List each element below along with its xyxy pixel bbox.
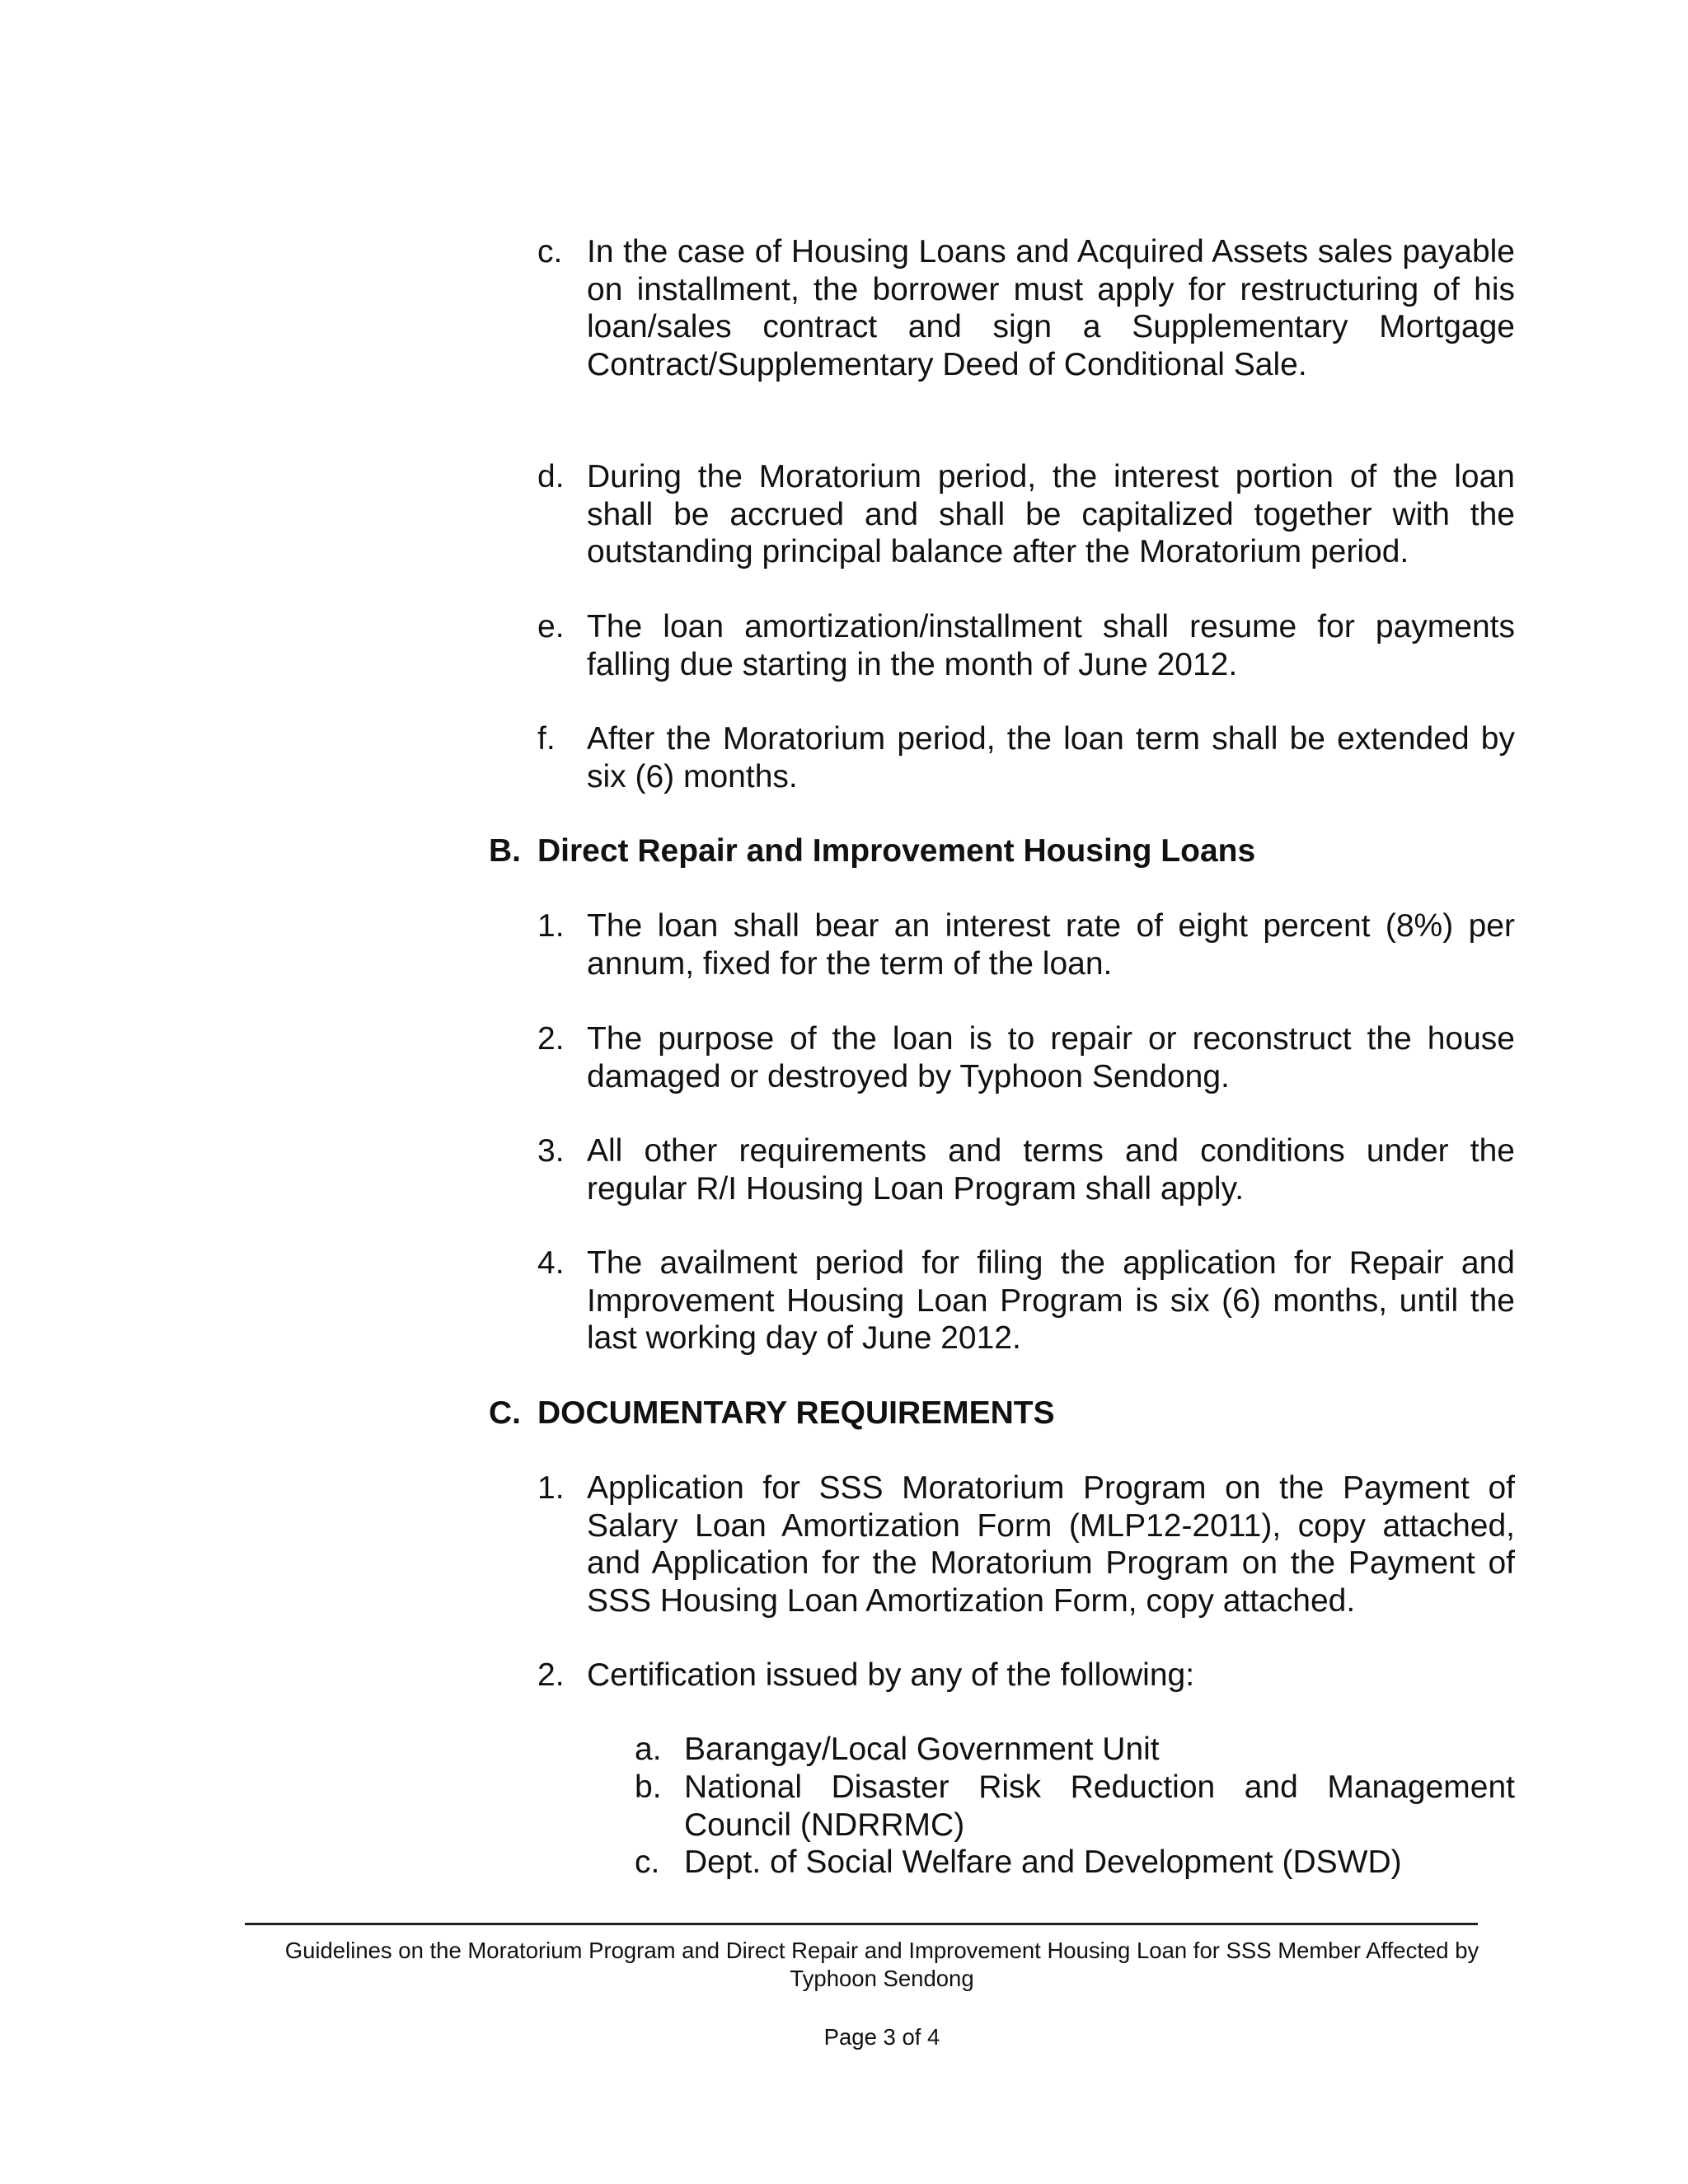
list-item-b-3: [537, 1132, 1515, 1207]
list-marker: 1.: [537, 1470, 565, 1506]
list-marker: b.: [635, 1769, 662, 1805]
list-marker: 1.: [537, 908, 565, 944]
list-item-text: Dept. of Social Welfare and Development (DSWD): [684, 1844, 1402, 1880]
sub-list-item-a: [635, 1731, 1515, 1769]
list-item-a-d: [537, 458, 1515, 571]
list-item-text: The loan shall bear an interest rate of eight percent (8%) per annum, fixed for the term of the loan.: [587, 908, 1515, 982]
section-title: DOCUMENTARY REQUIREMENTS: [537, 1395, 1055, 1431]
sub-list-item-b: [635, 1769, 1515, 1844]
list-item-text: National Disaster Risk Reduction and Management Council (NDRRMC): [684, 1769, 1515, 1843]
section-marker: C.: [489, 1395, 521, 1431]
list-item-c-2: [537, 1657, 1515, 1694]
list-marker: c.: [635, 1844, 660, 1880]
list-item-text: Barangay/Local Government Unit: [684, 1732, 1160, 1767]
list-item-text: The availment period for filing the application for Repair and Improvement Housing Loan Program is six (6) months, until the last working day of June 2012.: [587, 1245, 1515, 1356]
list-item-text: After the Moratorium period, the loan term shall be extended by six (6) months.: [587, 721, 1515, 794]
list-item-a-c: [537, 233, 1515, 383]
list-item-text: All other requirements and terms and conditions under the regular R/I Housing Loan Program shall apply.: [587, 1133, 1515, 1207]
list-item-c-1: [537, 1469, 1515, 1619]
list-item-text: In the case of Housing Loans and Acquired Assets sales payable on installment, the borrower must apply for restructuring of his loan/sales contract and sign a Supplementary Mortgage Contract/Supplementary Deed of Conditional Sale.: [587, 234, 1515, 382]
section-title: Direct Repair and Improvement Housing Loans: [537, 833, 1256, 869]
list-marker: 3.: [537, 1133, 565, 1169]
footer-title: Guidelines on the Moratorium Program and Direct Repair and Improvement Housing Loan for SSS Member Affected by Typhoon Sendong: [284, 1938, 1479, 1991]
list-item-text: Application for SSS Moratorium Program on the Payment of Salary Loan Amortization Form (MLP12-2011), copy attached, and Application for the Moratorium Program on the Payment of SSS Housing Loan Amortization Form, copy attached.: [587, 1470, 1515, 1619]
list-marker: 2.: [537, 1657, 565, 1693]
list-item-text: The purpose of the loan is to repair or reconstruct the house damaged or destroyed by Typhoon Sendong.: [587, 1021, 1515, 1094]
list-item-text: Certification issued by any of the following:: [587, 1657, 1195, 1693]
list-marker: 2.: [537, 1021, 565, 1057]
list-item-b-2: [537, 1020, 1515, 1095]
list-marker: 4.: [537, 1245, 565, 1281]
list-item-b-1: [537, 907, 1515, 982]
list-marker: e.: [537, 609, 565, 644]
footer-divider: [245, 1923, 1478, 1925]
list-marker: a.: [635, 1732, 662, 1767]
list-item-a-f: [537, 720, 1515, 795]
list-marker: d.: [537, 459, 565, 494]
page-number: Page 3 of 4: [823, 2024, 940, 2050]
list-item-text: During the Moratorium period, the interest portion of the loan shall be accrued and shall be capitalized together with the outstanding principal balance after the Moratorium period.: [587, 459, 1515, 569]
list-item-b-4: [537, 1244, 1515, 1357]
list-item-a-e: [537, 608, 1515, 683]
list-marker: f.: [537, 721, 556, 757]
sub-list-item-c: [635, 1844, 1515, 1882]
section-marker: B.: [489, 833, 521, 869]
list-item-text: The loan amortization/installment shall resume for payments falling due starting in the month of June 2012.: [587, 609, 1515, 682]
list-marker: c.: [537, 234, 563, 269]
